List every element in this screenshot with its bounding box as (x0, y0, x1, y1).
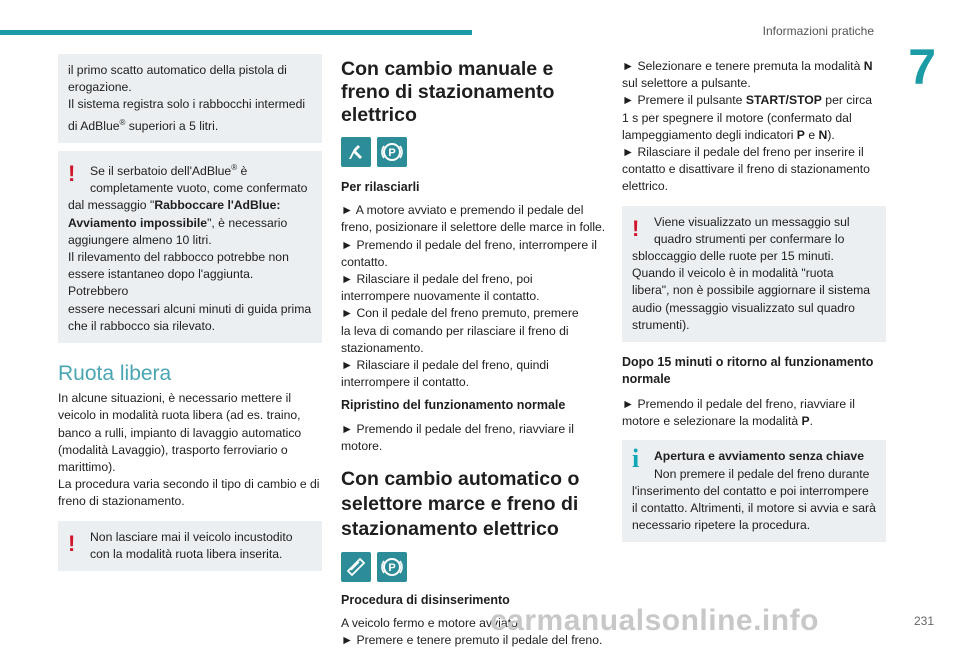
text-fragment: . (809, 414, 814, 429)
text-fragment: dal messaggio " (68, 198, 155, 213)
heading-line: elettrico (341, 104, 417, 126)
step-line: sul selettore a pulsante. (622, 76, 751, 91)
text-line: che il rabbocco sia rilevato. (68, 318, 215, 333)
text-line: In alcune situazioni, è necessario mettere il (58, 391, 292, 406)
step-line (622, 127, 886, 144)
warning-icon: ! (68, 160, 76, 186)
step-line: freno, posizionare il selettore delle marce in folle. (341, 220, 606, 235)
text-line: completamente vuoto, come confermato (90, 181, 308, 196)
step-line: contatto e disattivare il freno di stazionamento (622, 162, 870, 177)
indicator-label: P (796, 127, 805, 142)
text-fragment: ", è necessario (207, 215, 288, 230)
text-line: veicolo in modalità ruota libera (ad es. traino, (58, 408, 301, 423)
step-line (622, 92, 886, 109)
column-3 (622, 58, 886, 542)
step-line (622, 58, 886, 75)
brake-pedal-icon (341, 137, 371, 167)
heading-automatic-gearbox (341, 467, 607, 542)
text-line (68, 215, 312, 232)
text-line: freno di stazionamento. (58, 494, 185, 509)
column-2 (341, 58, 607, 650)
step-line: elettrico. (622, 179, 669, 194)
mode-label: N (863, 59, 873, 73)
warning-icon: ! (632, 215, 640, 241)
button-label: START/STOP (745, 93, 822, 108)
text-line: Non premere il pedale del freno durante (654, 466, 870, 481)
info-icon: i (632, 444, 640, 474)
step-line: ► Premendo il pedale del freno, riavviare il (341, 421, 574, 436)
step-line: ► Premendo il pedale del freno, riavviare il (622, 397, 855, 412)
unlock-warning-box (622, 206, 886, 342)
column-1 (58, 54, 322, 571)
heading-ruota-libera: Ruota libera (58, 361, 172, 385)
text-line: La procedura varia secondo il tipo di cambio e di (58, 477, 320, 492)
registered-mark: ® (119, 117, 126, 127)
procedure-steps-continued (622, 58, 886, 196)
restore-steps (341, 421, 607, 455)
gear-selector-icon (341, 552, 371, 582)
heading-line: selettore marce e freno di (341, 493, 579, 516)
step-line: ► A motore avviato e premendo il pedale del (341, 203, 584, 218)
subheading-procedure: Procedura di disinserimento (341, 593, 510, 608)
adblue-warning-box (58, 151, 322, 343)
text-line (68, 114, 312, 135)
step-line: interrompere nuovamente il contatto. (341, 289, 540, 304)
text-line: libera", non è possibile aggiornare il sistema (632, 283, 871, 298)
freewheel-warning-box (58, 521, 322, 571)
text-line: essere necessari alcuni minuti di guida prima (68, 301, 312, 316)
step-line: stazionamento. (341, 340, 424, 355)
watermark: carmanualsonline.info (490, 604, 819, 637)
step-line: A veicolo fermo e motore avviato: (341, 616, 522, 631)
text-line (68, 197, 312, 214)
step-line (622, 413, 886, 430)
step-line: ► Rilasciare il pedale del freno, quindi (341, 358, 549, 373)
subheading-restore: Ripristino del funzionamento normale (341, 398, 566, 413)
text-line: Non lasciare mai il veicolo incustodito (90, 529, 293, 544)
step-line: ► Premendo il pedale del freno, interrompere il (341, 237, 597, 252)
text-fragment: è (237, 163, 248, 178)
text-line: essere istantaneo dopo l'aggiunta. Potrebbero (68, 267, 254, 299)
text-line: Il sistema registra solo i rabbocchi intermedi (68, 97, 306, 112)
text-line: il primo scatto automatico della pistola di (68, 63, 287, 77)
heading-line: freno di stazionamento (341, 81, 555, 103)
step-line: contatto. (341, 254, 388, 269)
parking-brake-icon (377, 137, 407, 167)
text-fragment: ► Premere il pulsante (622, 93, 746, 108)
heading-line: Con cambio manuale e (341, 58, 554, 80)
text-line: Viene visualizzato un messaggio sul (654, 214, 850, 229)
step-line: ► Rilasciare il pedale del freno per inserire il (622, 145, 864, 160)
text-line: Il rilevamento del rabbocco potrebbe non (68, 249, 289, 264)
step-line: la leva di comando per rilasciare il freno di (341, 323, 569, 338)
text-fragment: lampeggiamento degli indicatori (622, 127, 797, 142)
step-line: motore. (341, 438, 383, 453)
text-fragment: superiori a 5 litri. (125, 118, 219, 133)
text-line: il contatto. Altrimenti, il motore si avvia e sarà (632, 501, 876, 516)
after-steps (622, 396, 886, 430)
mode-label: P (801, 414, 810, 429)
svg-text:P: P (388, 147, 396, 159)
text-fragment: e (804, 127, 819, 142)
section-title: Informazioni pratiche (762, 24, 874, 38)
message-text: Avviamento impossibile (68, 215, 208, 230)
step-line: ► Rilasciare il pedale del freno, poi (341, 272, 533, 287)
text-fragment: ► Selezionare e tenere premuta la modalità (622, 59, 864, 73)
text-fragment: per circa (821, 93, 873, 108)
warning-icon: ! (68, 530, 76, 556)
header-accent-bar (0, 30, 472, 35)
step-line: ► Con il pedale del freno premuto, premere (341, 306, 579, 321)
text-line: necessario ripetere la procedura. (632, 518, 811, 533)
release-steps (341, 202, 607, 391)
text-fragment: di AdBlue (68, 118, 120, 133)
text-line: aggiungere almeno 10 litri. (68, 232, 212, 247)
text-line: banco a rulli, impianto di lavaggio automatico (58, 425, 302, 440)
icon-row-automatic (341, 552, 607, 582)
subheading-release: Per rilasciarli (341, 180, 420, 194)
step-line: 1 s per spegnere il motore (confermato dal (622, 110, 852, 125)
text-line: quadro strumenti per confermare lo (654, 231, 845, 246)
indicator-label: N (818, 127, 828, 142)
text-line: l'inserimento del contatto e poi interrompere (632, 483, 869, 498)
text-line: sbloccaggio delle ruote per 15 minuti. (632, 249, 834, 264)
adblue-info-box (58, 54, 322, 143)
heading-line: Con cambio automatico o (341, 468, 580, 491)
text-fragment: Se il serbatoio dell'AdBlue (90, 163, 232, 178)
page-number: 231 (913, 614, 934, 628)
registered-mark: ® (231, 162, 238, 172)
svg-text:P: P (388, 562, 396, 575)
heading-manual-gearbox (341, 58, 607, 127)
chapter-number: 7 (908, 39, 936, 95)
text-line: Quando il veicolo è in modalità "ruota (632, 266, 834, 281)
text-line: con la modalità ruota libera inserita. (90, 546, 283, 561)
icon-row-manual (341, 137, 607, 167)
text-fragment: motore e selezionare la modalità (622, 414, 802, 429)
message-text: Rabboccare l'AdBlue: (154, 198, 281, 213)
text-line: audio (messaggio visualizzato sul quadro (632, 300, 855, 315)
text-line (68, 159, 312, 180)
subheading-after-15-min: Dopo 15 minuti o ritorno al funzionamento normale (622, 355, 874, 387)
keyless-info-box (622, 440, 886, 542)
info-title: Apertura e avviamento senza chiave (654, 449, 864, 464)
text-line: strumenti). (632, 317, 690, 332)
text-fragment: ). (827, 127, 835, 142)
text-line: (modalità Lavaggio), trasporto ferroviario o (58, 442, 288, 457)
text-line: erogazione. (68, 80, 132, 95)
heading-line: stazionamento elettrico (341, 518, 559, 541)
parking-brake-icon (377, 552, 407, 582)
intro-paragraph (58, 390, 322, 510)
step-line: interrompere il contatto. (341, 375, 470, 390)
text-line: marittimo). (58, 459, 116, 474)
step-line: ► Premere e tenere premuto il pedale del freno. (341, 633, 603, 648)
